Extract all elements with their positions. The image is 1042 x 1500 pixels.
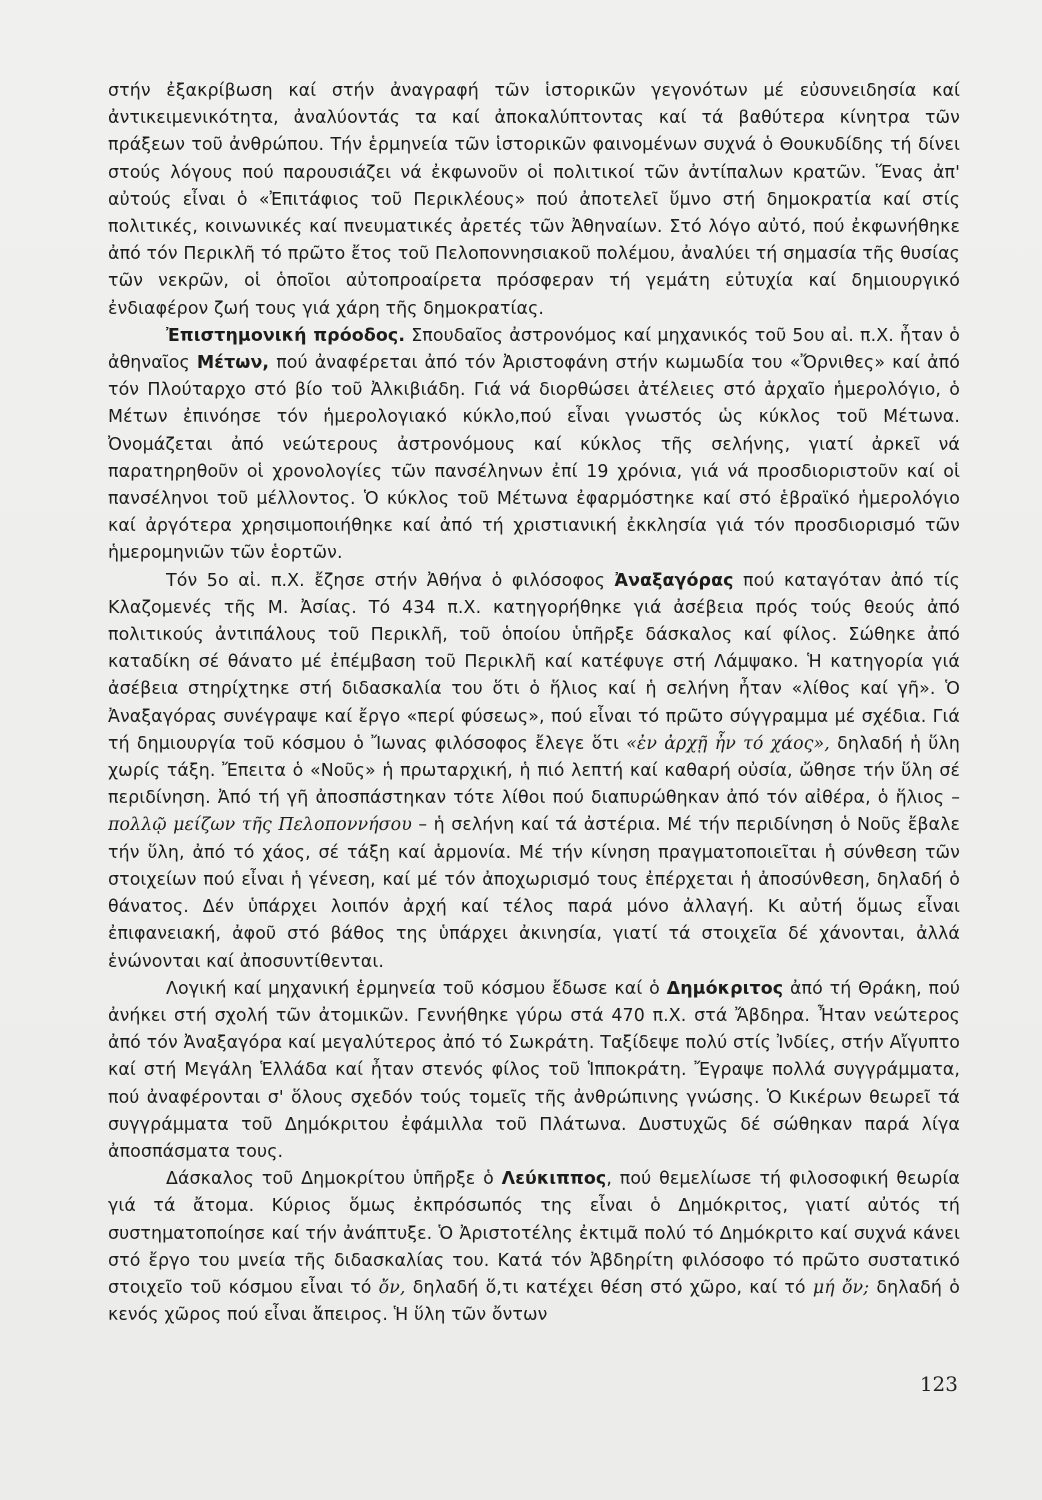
text-segment: δηλαδή ὁ κενός χῶρος πού εἶναι ἄπειρος. Ἡ ὕλη τῶν ὄντων	[108, 1277, 960, 1326]
text-segment: Λεύκιππος	[501, 1169, 607, 1190]
text-segment: Σπουδαῖος ἀστρονόμος καί μηχανικός τοῦ 5ου αἰ. π.Χ. ἦταν ὁ ἀθηναῖος	[108, 325, 960, 374]
text-segment: ὄν,	[378, 1277, 406, 1298]
paragraph-democritus	[108, 976, 960, 1166]
text-segment: Μέτων,	[196, 353, 270, 374]
text-segment: μή ὄν;	[812, 1277, 870, 1298]
text-segment: Ἐπιστημονική πρόοδος.	[166, 325, 406, 346]
text-segment: ἀπό τή Θράκη, πού ἀνήκει στή σχολή τῶν ἀτομικῶν. Γεννήθηκε γύρω στά 470 π.Χ. στά Ἄβδηρα. Ἦταν νεώτερος ἀπό τόν Ἀναξαγόρα καί μεγαλύτερος ἀπό τό Σωκράτη. Ταξίδεψε πολύ στίς Ἰνδίες, στήν Αἴγυπτο καί στή Μεγάλη Ἑλλάδα καί ἦταν στενός φίλος τοῦ Ἱπποκράτη. Ἔγραψε πολλά συγγράμματα, πού ἀναφέρονται σ' ὅλους σχεδόν τούς τομεῖς τῆς ἀνθρώπινης γνώσης. Ὁ Κικέρων θεωρεῖ τά συγγράμματα τοῦ Δημόκριτου ἐφάμιλλα τοῦ Πλάτωνα. Δυστυχῶς δέ σώθηκαν παρά λίγα ἀποσπάσματα τους.	[108, 978, 960, 1162]
text-segment: δηλαδή ὅ,τι κατέχει θέση στό χῶρο, καί τό	[405, 1277, 813, 1298]
text-segment: – ἡ σελήνη καί τά ἀστέρια. Μέ τήν περιδίνηση ὁ Νοῦς ἔβαλε τήν ὕλη, ἀπό τό χάος, σέ τάξη καί ἁρμονία. Μέ τήν κίνηση πραγματοποιεῖται ἡ σύνθεση τῶν στοιχείων πού εἶναι ἡ γένεση, καί μέ τόν ἀποχωρισμό τους ἐπέρχεται ἡ ἀποσύνθεση, δηλαδή ὁ θάνατος. Δέν ὑπάρχει λοιπόν ἀρχή καί τέλος παρά μόνο ἀλλαγή. Κι αὐτή ὅμως εἶναι ἐπιφανειακή, ἀφοῦ στό βάθος της ὑπάρχει ἀκινησία, γιατί τά στοιχεῖα δέ χάνονται, ἀλλά ἑνώνονται καί ἀποσυντίθενται.	[108, 815, 960, 972]
paragraph-leucippus	[108, 1166, 960, 1329]
text-segment: «ἐν ἀρχῇ ἦν τό χάος»,	[626, 733, 830, 754]
text-segment: πολλῷ μείζων τῆς Πελοποννήσου	[108, 815, 412, 836]
text-segment: Δάσκαλος τοῦ Δημοκρίτου ὑπῆρξε ὁ	[166, 1169, 502, 1190]
text-segment: , πού θεμελίωσε τή φιλοσοφική θεωρία γιά τά ἄτομα. Κύριος ὅμως ἐκπρόσωπός της εἶναι ὁ Δημόκριτος, γιατί αὐτός τή συστηματοποίησε καί τήν ἀνάπτυξε. Ὁ Ἀριστοτέλης ἐκτιμᾶ πολύ τό Δημόκριτο καί συχνά κάνει στό ἔργο του μνεία τῆς διδασκαλίας του. Κατά τόν Ἀβδηρίτη φιλόσοφο τό πρῶτο συστατικό στοιχεῖο τοῦ κόσμου εἶναι τό	[108, 1169, 960, 1298]
paragraph-thucydides	[108, 78, 960, 323]
text-segment: δηλαδή ἡ ὕλη χωρίς τάξη. Ἔπειτα ὁ «Νοῦς» ἡ πρωταρχική, ἡ πιό λεπτή καί καθαρή οὐσία, ὤθησε τήν ὕλη σέ περιδίνηση. Ἀπό τή γῆ ἀποσπάστηκαν τότε λίθοι πού διαπυρώθηκαν ἀπό τόν αἰθέρα, ὁ ἥλιος –	[108, 733, 960, 809]
text-body	[108, 78, 960, 1329]
text-segment: Ἀναξαγόρας	[614, 570, 734, 591]
paragraph-anaxagoras	[108, 568, 960, 976]
text-segment: Λογική καί μηχανική ἑρμηνεία τοῦ κόσμου ἔδωσε καί ὁ	[166, 978, 667, 999]
text-segment: Δημόκριτος	[666, 978, 784, 999]
text-segment: Τόν 5ο αἰ. π.Χ. ἔζησε στήν Ἀθήνα ὁ φιλόσοφος	[166, 570, 615, 591]
page-number: 123	[919, 1372, 958, 1396]
text-segment: στήν ἐξακρίβωση καί στήν ἀναγραφή τῶν ἱστορικῶν γεγονότων μέ εὐσυνειδησία καί ἀντικειμενικότητα, ἀναλύοντάς τα καί ἀποκαλύπτοντας καί τά βαθύτερα κίνητρα τῶν πράξεων τοῦ ἀνθρώπου. Τήν ἑρμηνεία τῶν ἱστορικῶν φαινομένων συχνά ὁ Θουκυδίδης τή δίνει στούς λόγους πού παρουσιάζει νά ἐκφωνοῦν οἱ πολιτικοί τῶν ἀντίπαλων κρατῶν. Ἕνας ἀπ' αὐτούς εἶναι ὁ «Ἐπιτάφιος τοῦ Περικλέους» πού ἀποτελεῖ ὕμνο στή δημοκρατία καί στίς πολιτικές, κοινωνικές καί πνευματικές ἀρετές τῶν Ἀθηναίων. Στό λόγο αὐτό, πού ἐκφωνήθηκε ἀπό τόν Περικλῆ τό πρῶτο ἔτος τοῦ Πελοποννησιακοῦ πολέμου, ἀναλύει τή σημασία τῆς θυσίας τῶν νεκρῶν, οἱ ὁποῖοι αὐτοπροαίρετα πρόσφεραν τή γεμάτη εὐτυχία καί δημιουργικό ἐνδιαφέρον ζωή τους γιά χάρη τῆς δημοκρατίας.	[108, 81, 960, 319]
paragraph-scientific-progress	[108, 323, 960, 568]
text-segment: πού καταγόταν ἀπό τίς Κλαζομενές τῆς Μ. Ἀσίας. Τό 434 π.Χ. κατηγορήθηκε γιά ἀσέβεια πρός τούς θεούς ἀπό πολιτικούς ἀντιπάλους τοῦ Περικλῆ, τοῦ ὁποίου ὑπῆρξε δάσκαλος καί φίλος. Σώθηκε ἀπό καταδίκη σέ θάνατο μέ ἐπέμβαση τοῦ Περικλῆ καί κατέφυγε στή Λάμψακο. Ἡ κατηγορία γιά ἀσέβεια στηρίχτηκε στή διδασκαλία του ὅτι ὁ ἥλιος καί ἡ σελήνη ἦταν «λίθος καί γῆ». Ὁ Ἀναξαγόρας συνέγραψε καί ἔργο «περί φύσεως», πού εἶναι τό πρῶτο σύγγραμμα μέ σχέδια. Γιά τή δημιουργία τοῦ κόσμου ὁ Ἴωνας φιλόσοφος ἔλεγε ὅτι	[108, 570, 960, 754]
text-segment: πού ἀναφέρεται ἀπό τόν Ἀριστοφάνη στήν κωμωδία του «Ὄρνιθες» καί ἀπό τόν Πλούταρχο στό βίο τοῦ Ἀλκιβιάδη. Γιά νά διορθώσει ἀτέλειες στό ἀρχαῖο ἡμερολόγιο, ὁ Μέτων ἐπινόησε τόν ἡμερολογιακό κύκλο,πού εἶναι γνωστός ὡς κύκλος τοῦ Μέτωνα. Ὀνομάζεται ἀπό νεώτερους ἀστρονόμους καί κύκλος τῆς σελήνης, γιατί ἀρκεῖ νά παρατηρηθοῦν οἱ χρονολογίες τῶν πανσέληνων ἐπί 19 χρόνια, γιά νά προσδιοριστοῦν καί οἱ πανσέληνοι τοῦ μέλλοντος. Ὁ κύκλος τοῦ Μέτωνα ἐφαρμόστηκε καί στό ἑβραϊκό ἡμερολόγιο καί ἀργότερα χρησιμοποιήθηκε καί ἀπό τή χριστιανική ἐκκλησία γιά τόν προσδιορισμό τῶν ἡμερομηνιῶν τῶν ἑορτῶν.	[108, 353, 960, 564]
